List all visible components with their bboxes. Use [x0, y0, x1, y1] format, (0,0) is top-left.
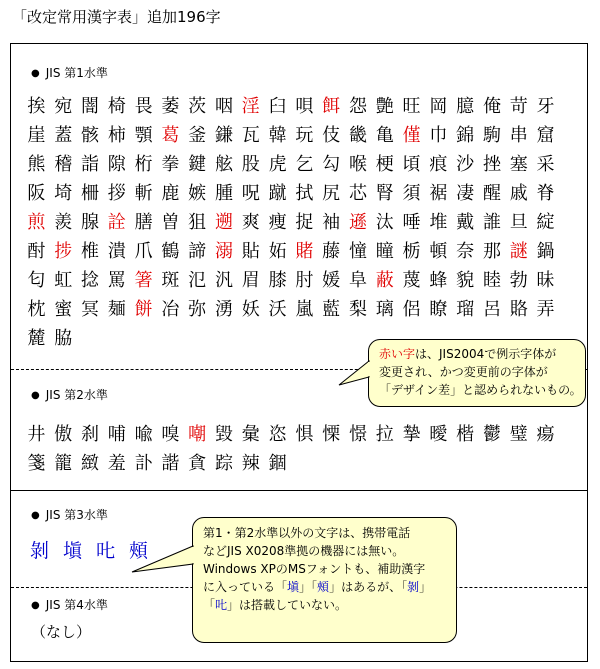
page-title: 「改定常用漢字表」追加196字: [12, 8, 221, 26]
kanji-cell: 鍋: [536, 241, 555, 262]
section-label: [31, 386, 108, 403]
kanji-cell: 璃: [375, 299, 394, 320]
callout-line: [379, 345, 575, 363]
kanji-cell: 沙: [456, 154, 475, 175]
kanji-cell: 須: [402, 183, 421, 204]
callout-text: 変更され、かつ変更前の字体が: [379, 365, 548, 379]
kanji-cell: 箸: [134, 270, 153, 291]
kanji-cell: 訃: [134, 453, 153, 474]
kanji-cell: 賂: [509, 299, 528, 320]
kanji-cell: 釜: [188, 125, 207, 146]
kanji-cell: 藤: [322, 241, 341, 262]
bullet-icon: ●: [31, 68, 40, 79]
kanji-cell: 羨: [54, 212, 73, 233]
kanji-cell: 璧: [509, 424, 528, 445]
kanji-cell: 埼: [54, 183, 73, 204]
kanji-cell: 摯: [402, 424, 421, 445]
kanji-cell: 嘲: [188, 424, 207, 445]
kanji-cell: 錮: [268, 453, 287, 474]
section-label-text: JIS 第3水準: [45, 508, 108, 522]
kanji-cell: 虹: [54, 270, 73, 291]
kanji-cell: 詣: [80, 154, 99, 175]
callout-line: [379, 381, 582, 399]
kanji-cell: 艶: [375, 96, 394, 117]
kanji-cell: 桁: [134, 154, 153, 175]
kanji-cell: 妬: [268, 241, 287, 262]
kanji-cell: 蜜: [54, 299, 73, 320]
callout-text: 頰: [317, 580, 330, 594]
kanji-cell: 塡: [62, 540, 82, 562]
kanji-cell: 諦: [188, 241, 207, 262]
bullet-icon: ●: [31, 600, 40, 611]
kanji-cell: 腫: [214, 183, 233, 204]
kanji-cell: 岡: [429, 96, 448, 117]
callout-text: 「: [203, 598, 216, 612]
kanji-cell: 俺: [482, 96, 501, 117]
none-text: （なし）: [31, 623, 92, 641]
callout-text: に入っている「: [203, 580, 288, 594]
kanji-cell: 麓: [27, 328, 46, 349]
kanji-cell: 罵: [107, 270, 126, 291]
kanji-cell: 哺: [107, 424, 126, 445]
kanji-cell: 怨: [348, 96, 367, 117]
kanji-cell: 媛: [322, 270, 341, 291]
kanji-cell: 拉: [375, 424, 394, 445]
kanji-cell: 膳: [134, 212, 153, 233]
bullet-icon: ●: [31, 390, 40, 401]
kanji-cell: 畏: [134, 96, 153, 117]
kanji-cell: 膝: [268, 270, 287, 291]
kanji-cell: 瓦: [241, 125, 260, 146]
kanji-cell: 弄: [536, 299, 555, 320]
kanji-cell: 塞: [509, 154, 528, 175]
kanji-cell: 蜂: [429, 270, 448, 291]
kanji-cell: 憬: [348, 424, 367, 445]
kanji-cell: 葛: [161, 125, 180, 146]
kanji-cell: 捉: [295, 212, 314, 233]
kanji-cell: 眉: [241, 270, 260, 291]
kanji-cell: 咽: [214, 96, 233, 117]
kanji-cell: 蓋: [54, 125, 73, 146]
kanji-cell: 喉: [348, 154, 367, 175]
kanji-cell: 梨: [348, 299, 367, 320]
kanji-row: [23, 449, 559, 478]
kanji-cell: 臼: [268, 96, 287, 117]
kanji-cell: 睦: [482, 270, 501, 291]
bullet-icon: ●: [31, 510, 40, 521]
callout-line: [203, 560, 446, 578]
kanji-cell: 遜: [348, 212, 367, 233]
kanji-cell: 椅: [107, 96, 126, 117]
kanji-cell: 憧: [348, 241, 367, 262]
kanji-cell: 妖: [241, 299, 260, 320]
kanji-cell: 股: [241, 154, 260, 175]
kanji-cell: 籠: [54, 453, 73, 474]
kanji-cell: 腎: [375, 183, 394, 204]
kanji-cell: 腺: [80, 212, 99, 233]
kanji-cell: 貪: [188, 453, 207, 474]
kanji-cell: 捗: [54, 241, 73, 262]
kanji-cell: 遡: [214, 212, 233, 233]
kanji-cell: 汰: [375, 212, 394, 233]
kanji-cell: 那: [482, 241, 501, 262]
kanji-cell: 顎: [134, 125, 153, 146]
kanji-cell: 嵐: [295, 299, 314, 320]
kanji-cell: 脊: [536, 183, 555, 204]
kanji-cell: 勃: [509, 270, 528, 291]
kanji-cell: 旺: [402, 96, 421, 117]
kanji-cell: 瑠: [456, 299, 475, 320]
kanji-cell: 柵: [80, 183, 99, 204]
callout-text: 𠮟: [215, 598, 228, 612]
kanji-cell: 侶: [402, 299, 421, 320]
kanji-cell: 傲: [54, 424, 73, 445]
kanji-cell: 溺: [214, 241, 233, 262]
kanji-cell: 瞭: [429, 299, 448, 320]
kanji-cell: 鹿: [161, 183, 180, 204]
kanji-cell: 餌: [322, 96, 341, 117]
kanji-cell: 蹴: [268, 183, 287, 204]
kanji-cell: 裾: [429, 183, 448, 204]
kanji-cell: 昧: [536, 270, 555, 291]
kanji-cell: 麺: [107, 299, 126, 320]
kanji-cell: 剝: [29, 540, 49, 562]
kanji-cell: 拭: [295, 183, 314, 204]
kanji-cell: 牙: [536, 96, 555, 117]
section-label: [31, 64, 108, 81]
kanji-cell: 伎: [322, 125, 341, 146]
kanji-cell: 井: [27, 424, 46, 445]
kanji-cell: 錦: [456, 125, 475, 146]
kanji-cell: 湧: [214, 299, 233, 320]
kanji-cell: 痕: [429, 154, 448, 175]
kanji-cell: 阪: [27, 183, 46, 204]
kanji-cell: 氾: [188, 270, 207, 291]
kanji-cell: 栃: [402, 241, 421, 262]
kanji-cell: 凄: [456, 183, 475, 204]
kanji-cell: 拶: [107, 183, 126, 204]
kanji-cell: 冶: [161, 299, 180, 320]
kanji-grid: [23, 92, 559, 353]
kanji-cell: 窟: [536, 125, 555, 146]
kanji-row: [23, 121, 559, 150]
kanji-cell: 冥: [80, 299, 99, 320]
kanji-cell: 闇: [80, 96, 99, 117]
kanji-cell: 駒: [482, 125, 501, 146]
callout-text: 塡: [287, 580, 300, 594]
callout-text: などJIS X0208準拠の機器には無い。: [203, 544, 405, 558]
kanji-cell: 串: [509, 125, 528, 146]
kanji-cell: 采: [536, 154, 555, 175]
kanji-cell: 畿: [348, 125, 367, 146]
kanji-cell: 梗: [375, 154, 394, 175]
section-label: [31, 596, 108, 613]
kanji-cell: 藍: [322, 299, 341, 320]
kanji-cell: 潰: [107, 241, 126, 262]
section-jis1: [11, 44, 587, 369]
kanji-cell: 鬱: [482, 424, 501, 445]
callout-line: [203, 542, 446, 560]
kanji-cell: 瞳: [375, 241, 394, 262]
kanji-cell: 茨: [188, 96, 207, 117]
kanji-cell: 舷: [214, 154, 233, 175]
kanji-cell: 彙: [241, 424, 260, 445]
kanji-cell: 謎: [509, 241, 528, 262]
kanji-cell: 箋: [27, 453, 46, 474]
kanji-cell: 唾: [402, 212, 421, 233]
kanji-cell: 鶴: [161, 241, 180, 262]
kanji-row: [23, 208, 559, 237]
kanji-cell: 蔽: [375, 270, 394, 291]
kanji-cell: 萎: [161, 96, 180, 117]
callout-line: [203, 524, 446, 542]
kanji-cell: 堆: [429, 212, 448, 233]
kanji-cell: 貌: [456, 270, 475, 291]
callout-line: [203, 596, 446, 614]
callout-text: 」はあるが、「: [329, 580, 408, 594]
kanji-cell: 喩: [134, 424, 153, 445]
kanji-cell: 頰: [128, 540, 148, 562]
kanji-cell: 鍵: [188, 154, 207, 175]
kanji-cell: 醒: [482, 183, 501, 204]
kanji-cell: 淫: [241, 96, 260, 117]
kanji-cell: 弥: [188, 299, 207, 320]
kanji-cell: 袖: [322, 212, 341, 233]
kanji-cell: 緻: [80, 453, 99, 474]
kanji-cell: 綻: [536, 212, 555, 233]
kanji-cell: 匂: [27, 270, 46, 291]
kanji-cell: 餅: [134, 299, 153, 320]
kanji-cell: 宛: [54, 96, 73, 117]
kanji-cell: 亀: [375, 125, 394, 146]
kanji-cell: 枕: [27, 299, 46, 320]
kanji-cell: 頃: [402, 154, 421, 175]
kanji-cell: 沃: [268, 299, 287, 320]
kanji-cell: 爽: [241, 212, 260, 233]
kanji-row: [23, 179, 559, 208]
kanji-cell: 煎: [27, 212, 46, 233]
kanji-cell: 柿: [107, 125, 126, 146]
callout-text: 第1・第2水準以外の文字は、携帯電話: [203, 526, 411, 540]
callout-text: 」「: [299, 580, 318, 594]
kanji-cell: 恣: [268, 424, 287, 445]
kanji-cell: 稽: [54, 154, 73, 175]
kanji-cell: 賭: [295, 241, 314, 262]
callout-text: は、JIS2004で例示字体が: [415, 347, 557, 361]
kanji-cell: 崖: [27, 125, 46, 146]
kanji-cell: 挨: [27, 96, 46, 117]
kanji-cell: 嫉: [188, 183, 207, 204]
kanji-cell: 曽: [161, 212, 180, 233]
kanji-cell: 嗅: [161, 424, 180, 445]
kanji-cell: 辣: [241, 453, 260, 474]
kanji-row: [23, 237, 559, 266]
kanji-cell: 脇: [54, 328, 73, 349]
kanji-cell: 斬: [134, 183, 153, 204]
section-label-text: JIS 第1水準: [45, 66, 108, 80]
callout-text: 剝: [407, 580, 420, 594]
kanji-cell: 虎: [268, 154, 287, 175]
kanji-cell: 捻: [80, 270, 99, 291]
kanji-cell: 楷: [456, 424, 475, 445]
kanji-cell: 爪: [134, 241, 153, 262]
callout-red-note: [368, 339, 586, 407]
callout-text: 赤い字: [379, 347, 416, 361]
kanji-cell: 慄: [322, 424, 341, 445]
kanji-cell: 芯: [348, 183, 367, 204]
kanji-cell: 戚: [509, 183, 528, 204]
callout-line: [203, 578, 446, 596]
kanji-cell: 唄: [295, 96, 314, 117]
section-label: [31, 506, 108, 523]
kanji-cell: 貼: [241, 241, 260, 262]
callout-line: [379, 363, 575, 381]
kanji-cell: 奈: [456, 241, 475, 262]
kanji-cell: 狙: [188, 212, 207, 233]
kanji-cell: 乞: [295, 154, 314, 175]
callout-text: Windows XPのMSフォントも、補助漢字: [203, 562, 426, 576]
section-label-text: JIS 第4水準: [45, 598, 108, 612]
kanji-cell: 誰: [482, 212, 501, 233]
kanji-cell: 曖: [429, 424, 448, 445]
kanji-cell: 隙: [107, 154, 126, 175]
kanji-cell: 踪: [214, 453, 233, 474]
kanji-cell: 勾: [322, 154, 341, 175]
kanji-cell: 羞: [107, 453, 126, 474]
kanji-cell: 斑: [161, 270, 180, 291]
callout-text: 「デザイン差」と認められないもの。: [379, 383, 582, 397]
kanji-grid: [23, 420, 559, 478]
kanji-cell: 蔑: [402, 270, 421, 291]
section-label-text: JIS 第2水準: [45, 388, 108, 402]
callout-text: 」は搭載していない。: [227, 598, 348, 612]
kanji-cell: 諧: [161, 453, 180, 474]
kanji-cell: 汎: [214, 270, 233, 291]
kanji-row: [23, 150, 559, 179]
kanji-cell: 痩: [268, 212, 287, 233]
kanji-cell: 旦: [509, 212, 528, 233]
kanji-cell: 𠮟: [95, 540, 115, 562]
kanji-cell: 骸: [80, 125, 99, 146]
kanji-cell: 拳: [161, 154, 180, 175]
kanji-cell: 挫: [482, 154, 501, 175]
kanji-cell: 阜: [348, 270, 367, 291]
kanji-cell: 頓: [429, 241, 448, 262]
kanji-cell: 熊: [27, 154, 46, 175]
kanji-cell: 酎: [27, 241, 46, 262]
kanji-cell: 苛: [509, 96, 528, 117]
kanji-cell: 尻: [322, 183, 341, 204]
kanji-cell: 僅: [402, 125, 421, 146]
kanji-row: [23, 420, 559, 449]
kanji-cell: 惧: [295, 424, 314, 445]
kanji-cell: 詮: [107, 212, 126, 233]
kanji-cell: 玩: [295, 125, 314, 146]
kanji-row: [23, 295, 559, 324]
kanji-cell: 呪: [241, 183, 260, 204]
kanji-cell: 鎌: [214, 125, 233, 146]
callout-text: 」: [419, 580, 432, 594]
kanji-cell: 巾: [429, 125, 448, 146]
kanji-cell: 臆: [456, 96, 475, 117]
kanji-cell: 韓: [268, 125, 287, 146]
callout-tail: [337, 355, 371, 395]
kanji-cell: 瘍: [536, 424, 555, 445]
kanji-cell: 呂: [482, 299, 501, 320]
kanji-cell: 肘: [295, 270, 314, 291]
callout-tail: [130, 536, 194, 576]
kanji-cell: 椎: [80, 241, 99, 262]
callout-compat-note: [192, 517, 457, 643]
kanji-row: [23, 266, 559, 295]
kanji-cell: 刹: [80, 424, 99, 445]
kanji-row: [23, 92, 559, 121]
kanji-cell: 毀: [214, 424, 233, 445]
kanji-cell: 戴: [456, 212, 475, 233]
